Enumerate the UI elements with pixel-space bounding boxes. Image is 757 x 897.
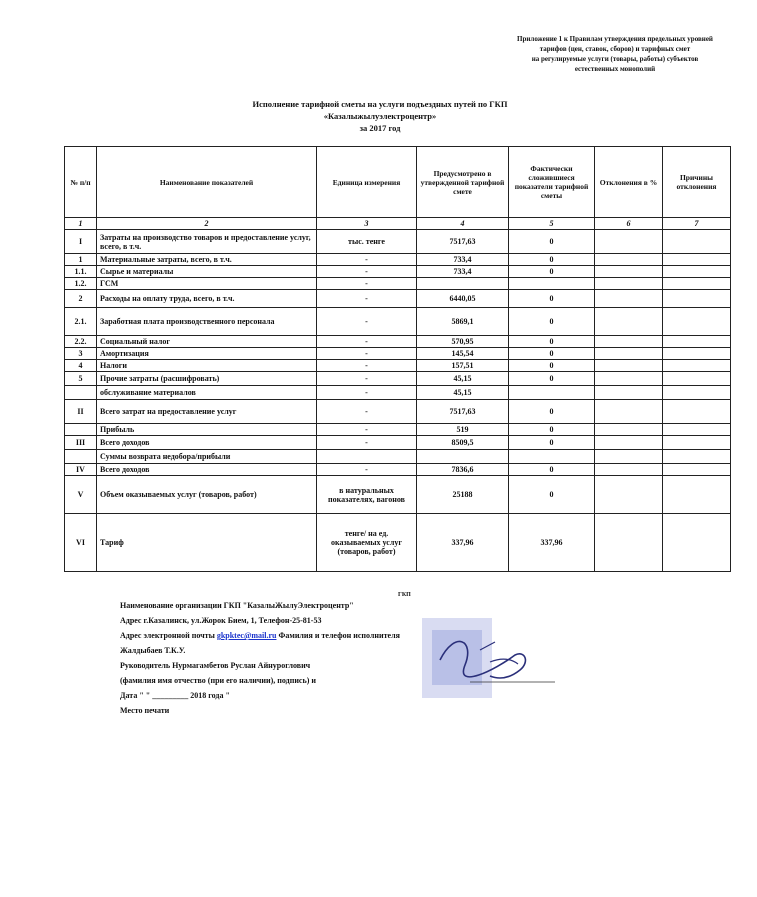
deviation xyxy=(595,308,663,336)
annex-line: естественных монополий xyxy=(574,65,656,73)
row-number: 3 xyxy=(65,348,97,360)
header-cell: Единица измерения xyxy=(317,147,417,218)
deviation xyxy=(595,336,663,348)
reason xyxy=(663,336,731,348)
stamp-label: ГКП xyxy=(398,592,411,598)
planned-value: 145,54 xyxy=(417,348,509,360)
tariff-table xyxy=(64,146,731,572)
column-number: 2 xyxy=(97,218,317,230)
unit: - xyxy=(317,348,417,360)
date-line: Дата " " _________ 2018 года " xyxy=(120,691,230,700)
row-number: 2.1. xyxy=(65,308,97,336)
deviation xyxy=(595,476,663,514)
unit: - xyxy=(317,336,417,348)
planned-value: 337,96 xyxy=(417,514,509,572)
deviation xyxy=(595,348,663,360)
actual-value: 0 xyxy=(509,230,595,254)
indicator-name: Объем оказываемых услуг (товаров, работ) xyxy=(97,476,317,514)
executor-info: Фамилия и телефон исполнителя Жалдыбаев Т.К.У. xyxy=(120,631,400,655)
actual-value: 0 xyxy=(509,348,595,360)
reason xyxy=(663,278,731,290)
planned-value: 7517,63 xyxy=(417,400,509,424)
annex-line: тарифов (цен, ставок, сборов) и тарифных смет xyxy=(539,45,691,53)
table-row xyxy=(65,266,731,278)
actual-value: 0 xyxy=(509,424,595,436)
actual-value xyxy=(509,450,595,464)
row-number: 1 xyxy=(65,254,97,266)
indicator-name: обслуживание материалов xyxy=(97,386,317,400)
planned-value: 25188 xyxy=(417,476,509,514)
indicator-name: Заработная плата производственного персонала xyxy=(97,308,317,336)
table-row xyxy=(65,290,731,308)
actual-value: 0 xyxy=(509,476,595,514)
indicator-name: Всего доходов xyxy=(97,436,317,450)
deviation xyxy=(595,266,663,278)
reason xyxy=(663,360,731,372)
table-row xyxy=(65,424,731,436)
annex-line: на регулируемые услуги (товары, работы) субъектов xyxy=(531,55,699,63)
column-number-row xyxy=(65,218,731,230)
indicator-name: Прибыль xyxy=(97,424,317,436)
indicator-name: Всего доходов xyxy=(97,464,317,476)
deviation xyxy=(595,514,663,572)
planned-value: 519 xyxy=(417,424,509,436)
header-cell: Фактически сложившиеся показатели тарифной сметы xyxy=(509,147,595,218)
reason xyxy=(663,450,731,464)
column-number: 3 xyxy=(317,218,417,230)
indicator-name: Социальный налог xyxy=(97,336,317,348)
unit xyxy=(317,450,417,464)
planned-value: 157,51 xyxy=(417,360,509,372)
table-row xyxy=(65,336,731,348)
seal-place: Место печати xyxy=(120,706,170,715)
planned-value: 45,15 xyxy=(417,386,509,400)
table-row xyxy=(65,230,731,254)
row-number xyxy=(65,424,97,436)
actual-value: 0 xyxy=(509,290,595,308)
indicator-name: Материальные затраты, всего, в т.ч. xyxy=(97,254,317,266)
header-cell: № п/п xyxy=(65,147,97,218)
deviation xyxy=(595,386,663,400)
unit: - xyxy=(317,266,417,278)
row-number xyxy=(65,450,97,464)
reason xyxy=(663,254,731,266)
indicator-name: Прочие затраты (расшифровать) xyxy=(97,372,317,386)
unit: - xyxy=(317,254,417,266)
reason xyxy=(663,514,731,572)
unit: - xyxy=(317,424,417,436)
document-title xyxy=(200,98,560,134)
row-number: 1.2. xyxy=(65,278,97,290)
reason xyxy=(663,386,731,400)
table-header-row xyxy=(65,147,731,218)
header-cell: Причины отклонения xyxy=(663,147,731,218)
header-cell: Предусмотрено в утвержденной тарифной смете xyxy=(417,147,509,218)
row-number: VI xyxy=(65,514,97,572)
actual-value xyxy=(509,386,595,400)
indicator-name: Сырье и материалы xyxy=(97,266,317,278)
row-number: I xyxy=(65,230,97,254)
annex-note xyxy=(505,34,725,74)
header-cell: Отклонения в % xyxy=(595,147,663,218)
planned-value: 5869,1 xyxy=(417,308,509,336)
table-row xyxy=(65,254,731,266)
unit: - xyxy=(317,436,417,450)
row-number xyxy=(65,386,97,400)
reason xyxy=(663,308,731,336)
reason xyxy=(663,476,731,514)
title-line: «Казалыжылуэлектроцентр» xyxy=(323,111,437,121)
table-row xyxy=(65,400,731,424)
deviation xyxy=(595,360,663,372)
indicator-name: Амортизация xyxy=(97,348,317,360)
table-row xyxy=(65,450,731,464)
table-row xyxy=(65,278,731,290)
column-number: 1 xyxy=(65,218,97,230)
planned-value: 7517,63 xyxy=(417,230,509,254)
indicator-name: Налоги xyxy=(97,360,317,372)
reason xyxy=(663,372,731,386)
reason xyxy=(663,348,731,360)
planned-value: 8509,5 xyxy=(417,436,509,450)
deviation xyxy=(595,436,663,450)
actual-value: 0 xyxy=(509,360,595,372)
deviation xyxy=(595,464,663,476)
email-label: Адрес электронной почты xyxy=(120,631,215,640)
deviation xyxy=(595,278,663,290)
deviation xyxy=(595,450,663,464)
table-row xyxy=(65,476,731,514)
row-number: 1.1. xyxy=(65,266,97,278)
table-row xyxy=(65,348,731,360)
planned-value: 570,95 xyxy=(417,336,509,348)
planned-value: 45,15 xyxy=(417,372,509,386)
unit: - xyxy=(317,372,417,386)
indicator-name: Суммы возврата недобора/прибыли xyxy=(97,450,317,464)
row-number: 2.2. xyxy=(65,336,97,348)
planned-value: 733,4 xyxy=(417,266,509,278)
deviation xyxy=(595,254,663,266)
unit: - xyxy=(317,308,417,336)
planned-value xyxy=(417,278,509,290)
table-row xyxy=(65,436,731,450)
director-name: Руководитель Нурмагамбетов Руслан Айнуроглович xyxy=(120,661,311,670)
unit: - xyxy=(317,464,417,476)
indicator-name: Всего затрат на предоставление услуг xyxy=(97,400,317,424)
planned-value: 733,4 xyxy=(417,254,509,266)
column-number: 5 xyxy=(509,218,595,230)
column-number: 7 xyxy=(663,218,731,230)
actual-value: 0 xyxy=(509,400,595,424)
reason xyxy=(663,424,731,436)
stamp-signature-image xyxy=(420,600,560,710)
header-cell: Наименование показателей xyxy=(97,147,317,218)
column-number: 6 xyxy=(595,218,663,230)
organization-name: Наименование организации ГКП "КазалыЖылуЭлектроцентр" xyxy=(120,601,354,610)
unit: - xyxy=(317,290,417,308)
row-number: 4 xyxy=(65,360,97,372)
reason xyxy=(663,230,731,254)
actual-value: 0 xyxy=(509,254,595,266)
indicator-name: ГСМ xyxy=(97,278,317,290)
table-row xyxy=(65,372,731,386)
row-number: V xyxy=(65,476,97,514)
unit: - xyxy=(317,360,417,372)
indicator-name: Затраты на производство товаров и предоставление услуг, всего, в т.ч. xyxy=(97,230,317,254)
reason xyxy=(663,400,731,424)
contact-line xyxy=(120,628,420,658)
planned-value xyxy=(417,450,509,464)
title-line: Исполнение тарифной сметы на услуги подъездных путей по ГКП xyxy=(252,99,508,109)
unit: в натуральных показателях, вагонов xyxy=(317,476,417,514)
reason xyxy=(663,290,731,308)
row-number: II xyxy=(65,400,97,424)
actual-value: 0 xyxy=(509,436,595,450)
actual-value: 0 xyxy=(509,266,595,278)
deviation xyxy=(595,230,663,254)
email-link[interactable]: gkpktec@mail.ru xyxy=(216,631,277,640)
row-number: III xyxy=(65,436,97,450)
row-number: IV xyxy=(65,464,97,476)
planned-value: 7836,6 xyxy=(417,464,509,476)
indicator-name: Тариф xyxy=(97,514,317,572)
deviation xyxy=(595,424,663,436)
actual-value: 0 xyxy=(509,308,595,336)
signature-block xyxy=(120,598,420,718)
organization-address: Адрес г.Казалинск, ул.Жорок Бием, 1, Телефон-25-81-53 xyxy=(120,616,322,625)
signature-note: (фамилия имя отчество (при его наличии), подпись) и xyxy=(120,676,316,685)
actual-value: 0 xyxy=(509,372,595,386)
table-row xyxy=(65,514,731,572)
deviation xyxy=(595,372,663,386)
reason xyxy=(663,436,731,450)
deviation xyxy=(595,290,663,308)
reason xyxy=(663,266,731,278)
unit: тенге/ на ед. оказываемых услуг (товаров, работ) xyxy=(317,514,417,572)
column-number: 4 xyxy=(417,218,509,230)
actual-value: 0 xyxy=(509,336,595,348)
table-row xyxy=(65,308,731,336)
annex-line: Приложение 1 к Правилам утверждения предельных уровней xyxy=(517,35,713,43)
deviation xyxy=(595,400,663,424)
table-row xyxy=(65,464,731,476)
row-number: 2 xyxy=(65,290,97,308)
unit: тыс. тенге xyxy=(317,230,417,254)
unit: - xyxy=(317,400,417,424)
unit: - xyxy=(317,386,417,400)
title-line: за 2017 год xyxy=(359,123,401,133)
actual-value: 0 xyxy=(509,464,595,476)
actual-value: 337,96 xyxy=(509,514,595,572)
table-row xyxy=(65,360,731,372)
actual-value xyxy=(509,278,595,290)
indicator-name: Расходы на оплату труда, всего, в т.ч. xyxy=(97,290,317,308)
planned-value: 6440,05 xyxy=(417,290,509,308)
reason xyxy=(663,464,731,476)
row-number: 5 xyxy=(65,372,97,386)
table-row xyxy=(65,386,731,400)
unit: - xyxy=(317,278,417,290)
